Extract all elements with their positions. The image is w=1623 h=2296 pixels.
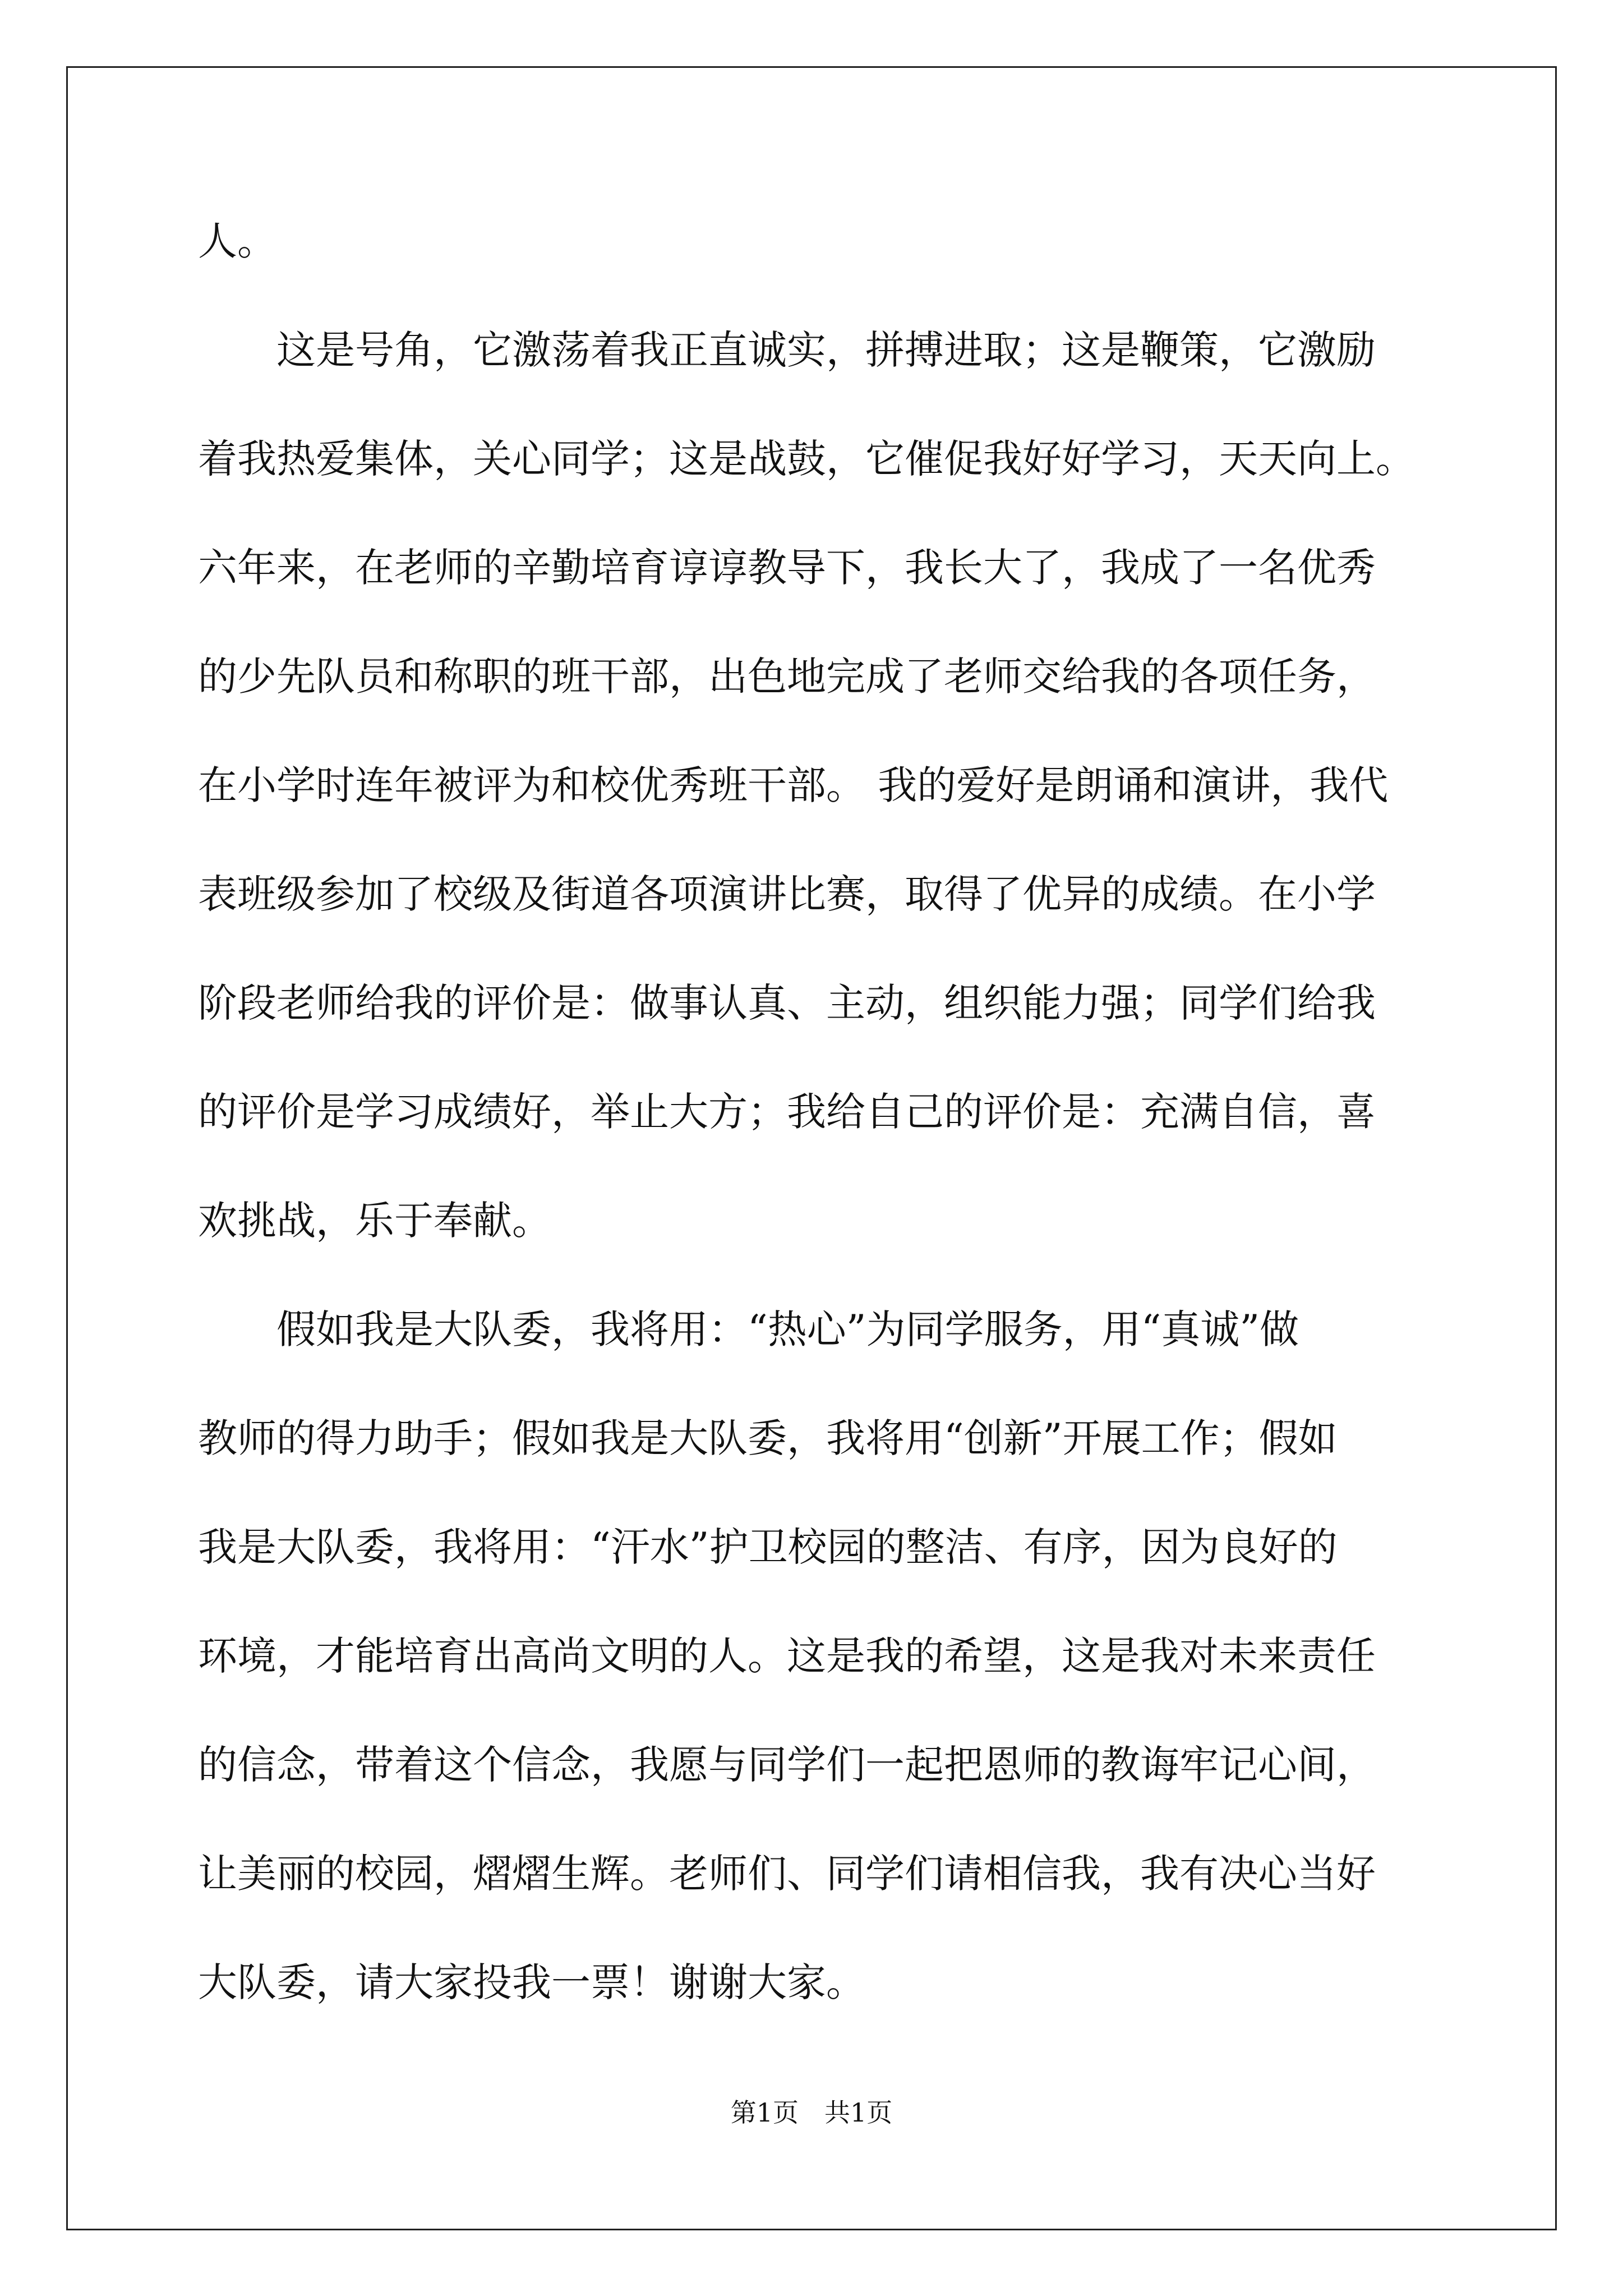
text-line: 环境，才能培育出高尚文明的人。这是我的希望，这是我对未来责任 xyxy=(198,1633,1376,1679)
text-line: 让美丽的校园，熠熠生辉。老师们、同学们请相信我，我有决心当好 xyxy=(198,1851,1376,1897)
document-body xyxy=(198,208,1449,2058)
text-line: 六年来，在老师的辛勤培育谆谆教导下，我长大了，我成了一名优秀 xyxy=(198,545,1376,591)
text-line: 的少先队员和称职的班干部，出色地完成了老师交给我的各项任务， xyxy=(198,654,1376,700)
text-line: 教师的得力助手；假如我是大队委，我将用“创新”开展工作；假如 xyxy=(198,1415,1338,1461)
text-line: 在小学时连年被评为和校优秀班干部。 我的爱好是朗诵和演讲，我代 xyxy=(198,762,1389,808)
text-line: 阶段老师给我的评价是：做事认真、主动，组织能力强；同学们给我 xyxy=(198,980,1376,1026)
text-line: 假如我是大队委，我将用：“热心”为同学服务，用“真诚”做 xyxy=(198,1306,1299,1352)
text-line: 着我热爱集体，关心同学；这是战鼓，它催促我好好学习，天天向上。 xyxy=(198,436,1415,482)
text-line: 这是号角，它激荡着我正直诚实，拼搏进取；这是鞭策，它激励 xyxy=(198,327,1376,373)
page-number: 第1页 共1页 xyxy=(730,2097,893,2128)
text-line: 我是大队委，我将用：“汗水”护卫校园的整洁、有序，因为良好的 xyxy=(198,1524,1338,1570)
text-line: 欢挑战，乐于奉献。 xyxy=(198,1198,551,1244)
text-line: 人。 xyxy=(198,218,276,264)
text-line: 的信念，带着这个信念，我愿与同学们一起把恩师的教诲牢记心间， xyxy=(198,1742,1376,1788)
text-line: 表班级参加了校级及街道各项演讲比赛，取得了优异的成绩。在小学 xyxy=(198,871,1376,917)
text-line: 的评价是学习成绩好，举止大方；我给自己的评价是：充满自信，喜 xyxy=(198,1089,1376,1135)
text-line: 大队委，请大家投我一票！谢谢大家。 xyxy=(198,1959,865,2005)
